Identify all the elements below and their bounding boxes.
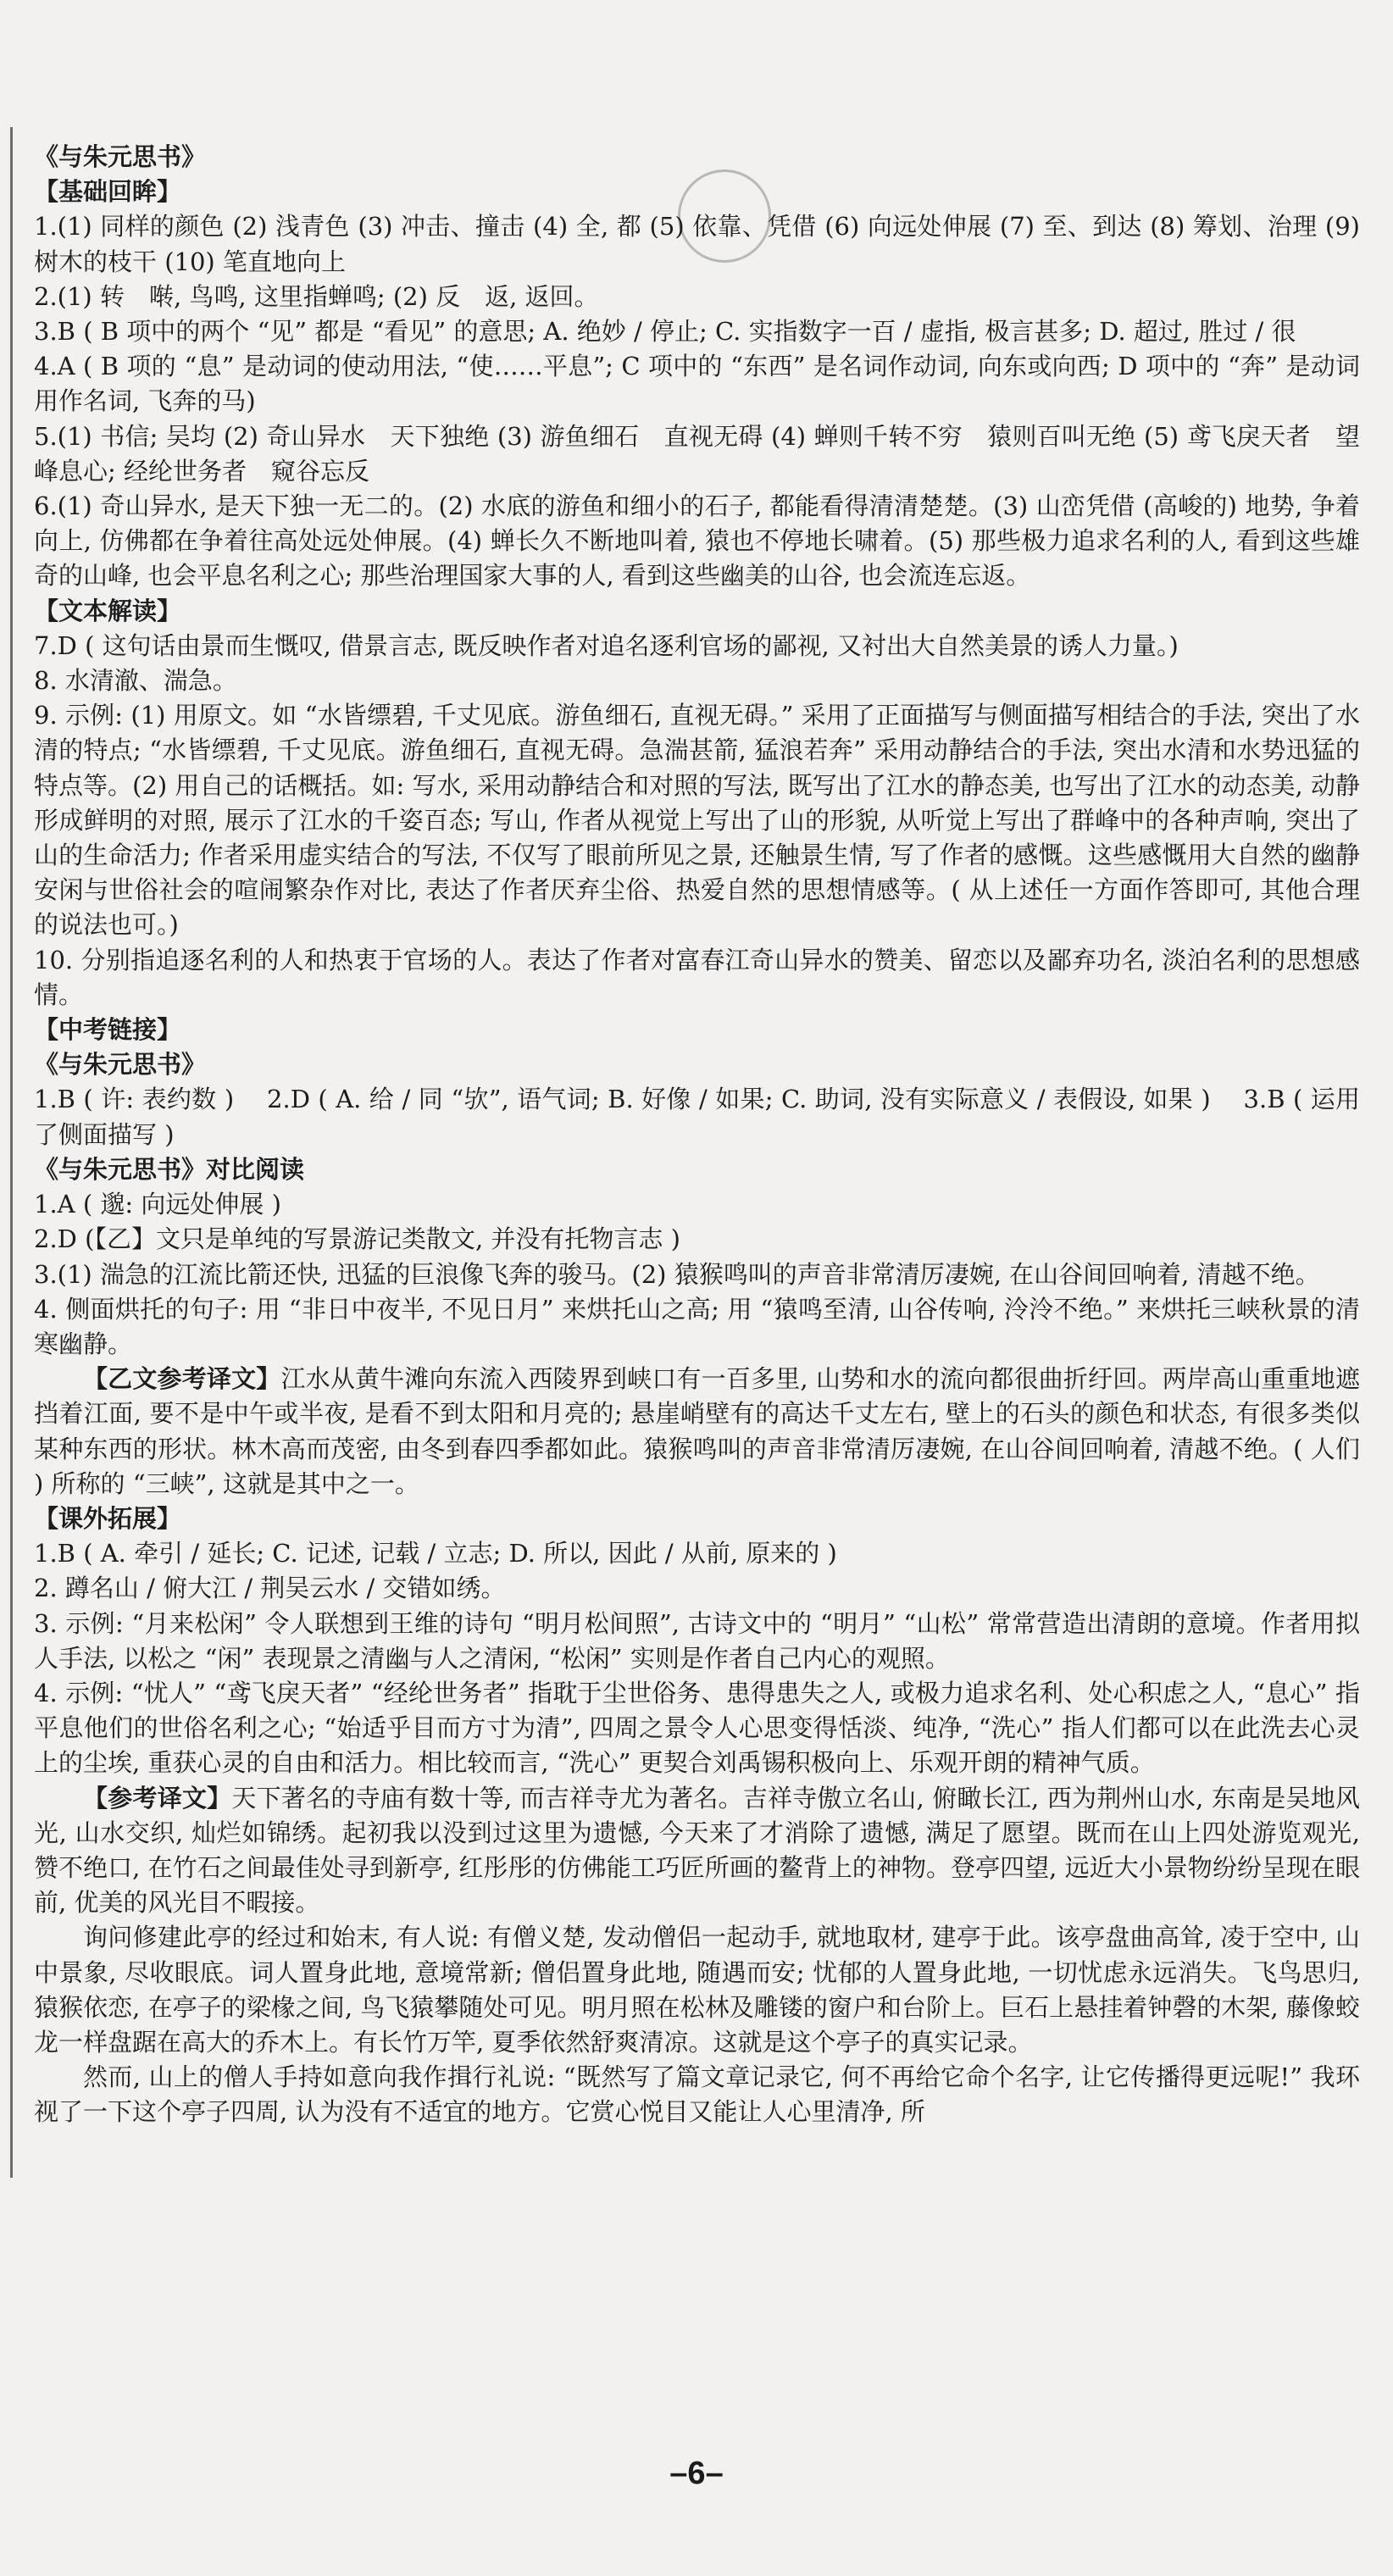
subsection-yu-zhu-yuan-si-shu: 《与朱元思书》 [34, 1050, 207, 1080]
yi-translation-paragraph [34, 1362, 1360, 1502]
answer-1: 1.(1) 同样的颜色 (2) 浅青色 (3) 冲击、撞击 (4) 全, 都 (5) 依靠、凭借 (6) 向远处伸展 (7) 至、到达 (8) 筹划、治理 (9) 树木的枝干 (10) 笔直地向上 [34, 212, 1360, 276]
zhongkao-answers-1-3: 1.B ( 许: 表约数 ) 2.D ( A. 给 / 同 “欤”, 语气词; B. 好像 / 如果; C. 助词, 没有实际意义 / 表假设, 如果 ) 3.B ( 运用了侧面描写 ) [34, 1085, 1360, 1149]
page-number: –6– [669, 2456, 724, 2491]
reference-translation-paragraph-1 [34, 1781, 1360, 1921]
kewai-answer-4: 4. 示例: “忧人” “鸢飞戾天者” “经纶世务者” 指耽于尘世俗务、患得患失之人, 或极力追求名利、处心积虑之人, “息心” 指平息他们的世俗名利之心; “始适乎目而方寸为清”, 四周之景令人心思变得恬淡、纯净, “洗心” 指人们都可以在此洗去心灵上的尘埃, 重获心灵的自由和活力。相比较而言, “洗心” 更契合刘禹锡积极向上、乐观开朗的精神气质。 [34, 1678, 1360, 1778]
compare-answer-4: 4. 侧面烘托的句子: 用 “非日中夜半, 不见日月” 来烘托山之高; 用 “猿鸣至清, 山谷传响, 泠泠不绝。” 来烘托三峡秋景的清寒幽静。 [34, 1294, 1360, 1358]
reference-translation-paragraph-2: 询问修建此亭的经过和始末, 有人说: 有僧义楚, 发动僧侣一起动手, 就地取材, 建亭于此。该亭盘曲高耸, 凌于空中, 山中景象, 尽收眼底。词人置身此地, 意境常新; 僧侣置身此地, 随遇而安; 忧郁的人置身此地, 一切忧虑永远消失。飞鸟思归, 猿猴依恋, 在亭子的梁椽之间, 鸟飞猿攀随处可见。明月照在松林及雕镂的窗户和台阶上。巨石上悬挂着钟磬的木架, 藤像蛟龙一样盘踞在高大的乔木上。有长竹万竿, 夏季依然舒爽清凉。这就是这个亭子的真实记录。 [34, 1923, 1360, 2057]
answer-3: 3.B ( B 项中的两个 “见” 都是 “看见” 的意思; A. 绝妙 / 停止; C. 实指数字一百 / 虚指, 极言甚多; D. 超过, 胜过 / 很 [34, 317, 1296, 347]
reference-translation-paragraph-3: 然而, 山上的僧人手持如意向我作揖行礼说: “既然写了篇文章记录它, 何不再给它命个名字, 让它传播得更远呢!” 我环视了一下这个亭子四周, 认为没有不适宜的地方。它赏心悦目又能让人心里清净, 所 [34, 2062, 1360, 2127]
yi-translation-text: 江水从黄牛滩向东流入西陵界到峡口有一百多里, 山势和水的流向都很曲折纡回。两岸高山重重地遮挡着江面, 要不是中午或半夜, 是看不到太阳和月亮的; 悬崖峭壁有的高达千丈左右, 壁上的石头的颜色和状态, 有很多类似某种东西的形状。林木高而茂密, 由冬到春四季都如此。猿猴鸣叫的声音非常清厉凄婉, 在山谷间回响着, 清越不绝。( 人们 ) 所称的 “三峡”, 这就是其中之一。 [34, 1364, 1360, 1498]
compare-answer-3: 3.(1) 湍急的江流比箭还快, 迅猛的巨浪像飞奔的骏马。(2) 猿猴鸣叫的声音非常清厉凄婉, 在山谷间回响着, 清越不绝。 [34, 1259, 1320, 1289]
section-jichu-huimou: 【基础回眸】 [34, 177, 182, 207]
kewai-answer-1: 1.B ( A. 牵引 / 延长; C. 记述, 记载 / 立志; D. 所以, 因此 / 从前, 原来的 ) [34, 1539, 837, 1568]
compare-answer-1: 1.A ( 邈: 向远处伸展 ) [34, 1190, 281, 1219]
kewai-answer-2: 2. 蹲名山 / 俯大江 / 荆吴云水 / 交错如绣。 [34, 1574, 506, 1603]
reference-translation-label: 【参考译文】 [83, 1783, 232, 1813]
answer-8: 8. 水清澈、湍急。 [34, 666, 237, 696]
compare-answer-2: 2.D (【乙】文只是单纯的写景游记类散文, 并没有托物言志 ) [34, 1224, 680, 1254]
reference-translation-text-1: 天下著名的寺庙有数十等, 而吉祥寺尤为著名。吉祥寺傲立名山, 俯瞰长江, 西为荆州山水, 东南是吴地风光, 山水交织, 灿烂如锦绣。起初我以没到过这里为遗憾, 今天来了才消除了遗憾, 满足了愿望。既而在山上四处游览观光, 赞不绝口, 在竹石之间最佳处寻到新亭, 红彤彤的仿佛能工巧匠所画的鳌背上的神物。登亭四望, 远近大小景物纷纷呈现在眼前, 优美的风光目不暇接。 [34, 1783, 1360, 1918]
kewai-answer-3: 3. 示例: “月来松闲” 令人联想到王维的诗句 “明月松间照”, 古诗文中的 “明月” “山松” 常常营造出清朗的意境。作者用拟人手法, 以松之 “闲” 表现景之清幽与人之清闲, “松闲” 实则是作者自己内心的观照。 [34, 1608, 1360, 1673]
answer-9: 9. 示例: (1) 用原文。如 “水皆缥碧, 千丈见底。游鱼细石, 直视无碍。” 采用了正面描写与侧面描写相结合的手法, 突出了水清的特点; “水皆缥碧, 千丈见底。游鱼细石, 直视无碍。急湍甚箭, 猛浪若奔” 采用动静结合的手法, 突出水清和水势迅猛的特点等。(2) 用自己的话概括。如: 写水, 采用动静结合和对照的写法, 既写出了江水的静态美, 也写出了江水的动态美, 动静形成鲜明的对照, 展示了江水的千姿百态; 写山, 作者从视觉上写出了山的形貌, 从听觉上写出了群峰中的各种声响, 突出了山的生命活力; 作者采用虚实结合的写法, 不仅写了眼前所见之景, 还触景生情, 写了作者的感慨。这些感慨用大自然的幽静安闲与世俗社会的喧闹繁杂作对比, 表达了作者厌弃尘俗、热爱自然的思想情感等。( 从上述任一方面作答即可, 其他合理的说法也可。) [34, 701, 1360, 940]
answer-5: 5.(1) 书信; 吴均 (2) 奇山异水 天下独绝 (3) 游鱼细石 直视无碍 (4) 蝉则千转不穷 猿则百叫无绝 (5) 鸢飞戾天者 望峰息心; 经纶世务者 窥谷忘反 [34, 421, 1360, 486]
section-zhongkao-lianjie: 【中考链接】 [34, 1015, 182, 1045]
answer-10: 10. 分别指追逐名利的人和热衷于官场的人。表达了作者对富春江奇山异水的赞美、留恋以及鄙弃功名, 淡泊名利的思想感情。 [34, 945, 1360, 1009]
answer-4: 4.A ( B 项的 “息” 是动词的使动用法, “使……平息”; C 项中的 “东西” 是名词作动词, 向东或向西; D 项中的 “奔” 是动词用作名词, 飞奔的马) [34, 352, 1360, 416]
section-wenben-jiedu: 【文本解读】 [34, 596, 182, 625]
answer-2: 2.(1) 转 啭, 鸟鸣, 这里指蝉鸣; (2) 反 返, 返回。 [34, 281, 599, 311]
binding-margin-line [10, 127, 13, 2178]
section-kewai-tuozhan: 【课外拓展】 [34, 1503, 182, 1533]
yi-translation-label: 【乙文参考译文】 [83, 1364, 281, 1394]
answer-7: 7.D ( 这句话由景而生慨叹, 借景言志, 既反映作者对追名逐利官场的鄙视, 又衬出大自然美景的诱人力量。) [34, 630, 1179, 660]
subsection-compare-reading: 《与朱元思书》对比阅读 [34, 1154, 305, 1184]
answer-content [34, 140, 1360, 2130]
answer-6: 6.(1) 奇山异水, 是天下独一无二的。(2) 水底的游鱼和细小的石子, 都能看得清清楚楚。(3) 山峦凭借 (高峻的) 地势, 争着向上, 仿佛都在争着往高处远处伸展。(4) 蝉长久不断地叫着, 猿也不停地长啸着。(5) 那些极力追求名利的人, 看到这些雄奇的山峰, 也会平息名利之心; 那些治理国家大事的人, 看到这些幽美的山谷, 也会流连忘返。 [34, 491, 1360, 591]
title-yu-zhu-yuan-si-shu: 《与朱元思书》 [34, 142, 207, 171]
